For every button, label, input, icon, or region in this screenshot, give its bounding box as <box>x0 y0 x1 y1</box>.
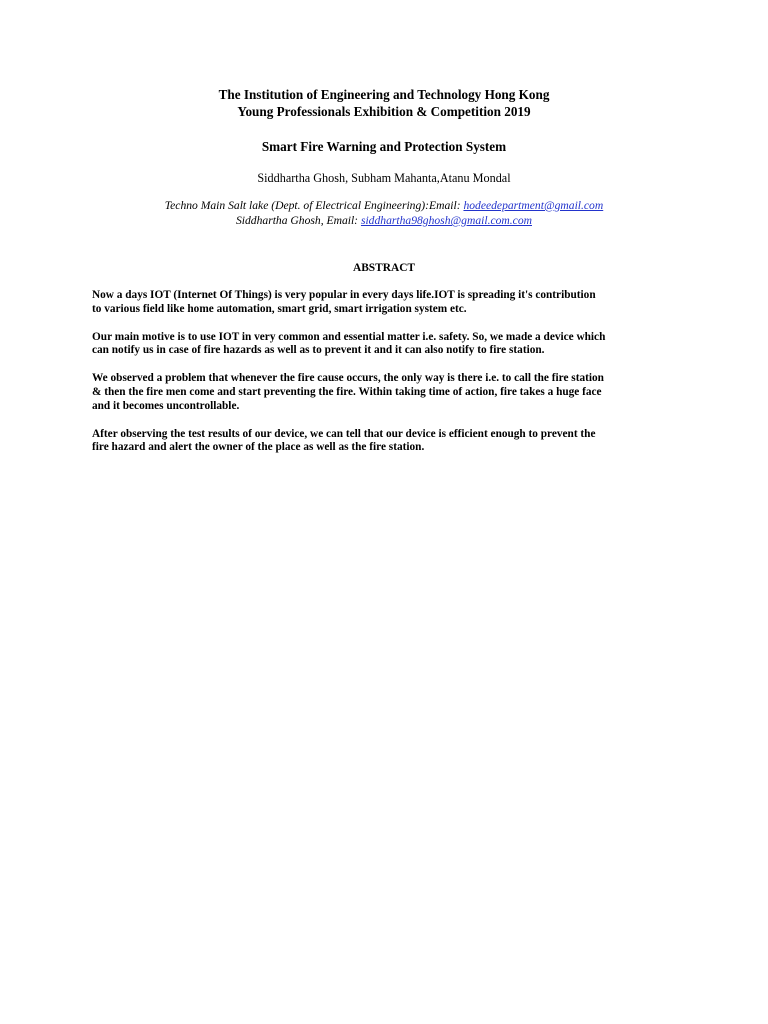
abstract-heading: ABSTRACT <box>352 262 416 274</box>
paragraph-line: & then the fire men come and start preventing the fire. Within taking time of action, fire takes a huge face <box>92 385 602 398</box>
author-list: Siddhartha Ghosh, Subham Mahanta,Atanu Mondal <box>257 171 511 185</box>
paragraph-line: After observing the test results of our device, we can tell that our device is efficient enough to prevent the <box>92 427 596 440</box>
affiliations <box>0 198 768 228</box>
institution-name: The Institution of Engineering and Technology Hong Kong <box>218 87 550 102</box>
paper-title: Smart Fire Warning and Protection System <box>261 139 507 154</box>
paragraph-line: Now a days IOT (Internet Of Things) is very popular in every days life.IOT is spreading it's contribution <box>92 289 596 301</box>
affiliation-text: Siddhartha Ghosh, Email: <box>235 214 361 227</box>
affiliation-line <box>0 213 768 228</box>
email-link-department[interactable]: hodeedepartment@gmail.com <box>463 199 604 212</box>
abstract-paragraph <box>92 289 682 317</box>
paragraph-line: fire hazard and alert the owner of the place as well as the fire station. <box>92 441 425 454</box>
event-name: Young Professionals Exhibition & Competition 2019 <box>237 104 531 119</box>
paragraph-line: to various field like home automation, smart grid, smart irrigation system etc. <box>92 302 467 315</box>
email-link-author[interactable]: siddhartha98ghosh@gmail.com.com <box>360 214 532 227</box>
affiliation-text: Techno Main Salt lake (Dept. of Electrical Engineering):Email: <box>164 199 464 212</box>
abstract-paragraph <box>92 428 682 456</box>
paper-header <box>0 86 768 120</box>
paragraph-line: Our main motive is to use IOT in very common and essential matter i.e. safety. So, we made a device which <box>92 330 606 343</box>
abstract-paragraph <box>92 331 682 359</box>
paragraph-line: and it becomes uncontrollable. <box>92 399 240 412</box>
abstract-paragraph <box>92 372 682 413</box>
paragraph-line: We observed a problem that whenever the fire cause occurs, the only way is there i.e. to call the fire station <box>92 372 604 385</box>
abstract-body <box>92 289 682 469</box>
affiliation-line <box>0 198 768 213</box>
paragraph-line: can notify us in case of fire hazards as well as to prevent it and it can also notify to fire station. <box>92 344 545 357</box>
